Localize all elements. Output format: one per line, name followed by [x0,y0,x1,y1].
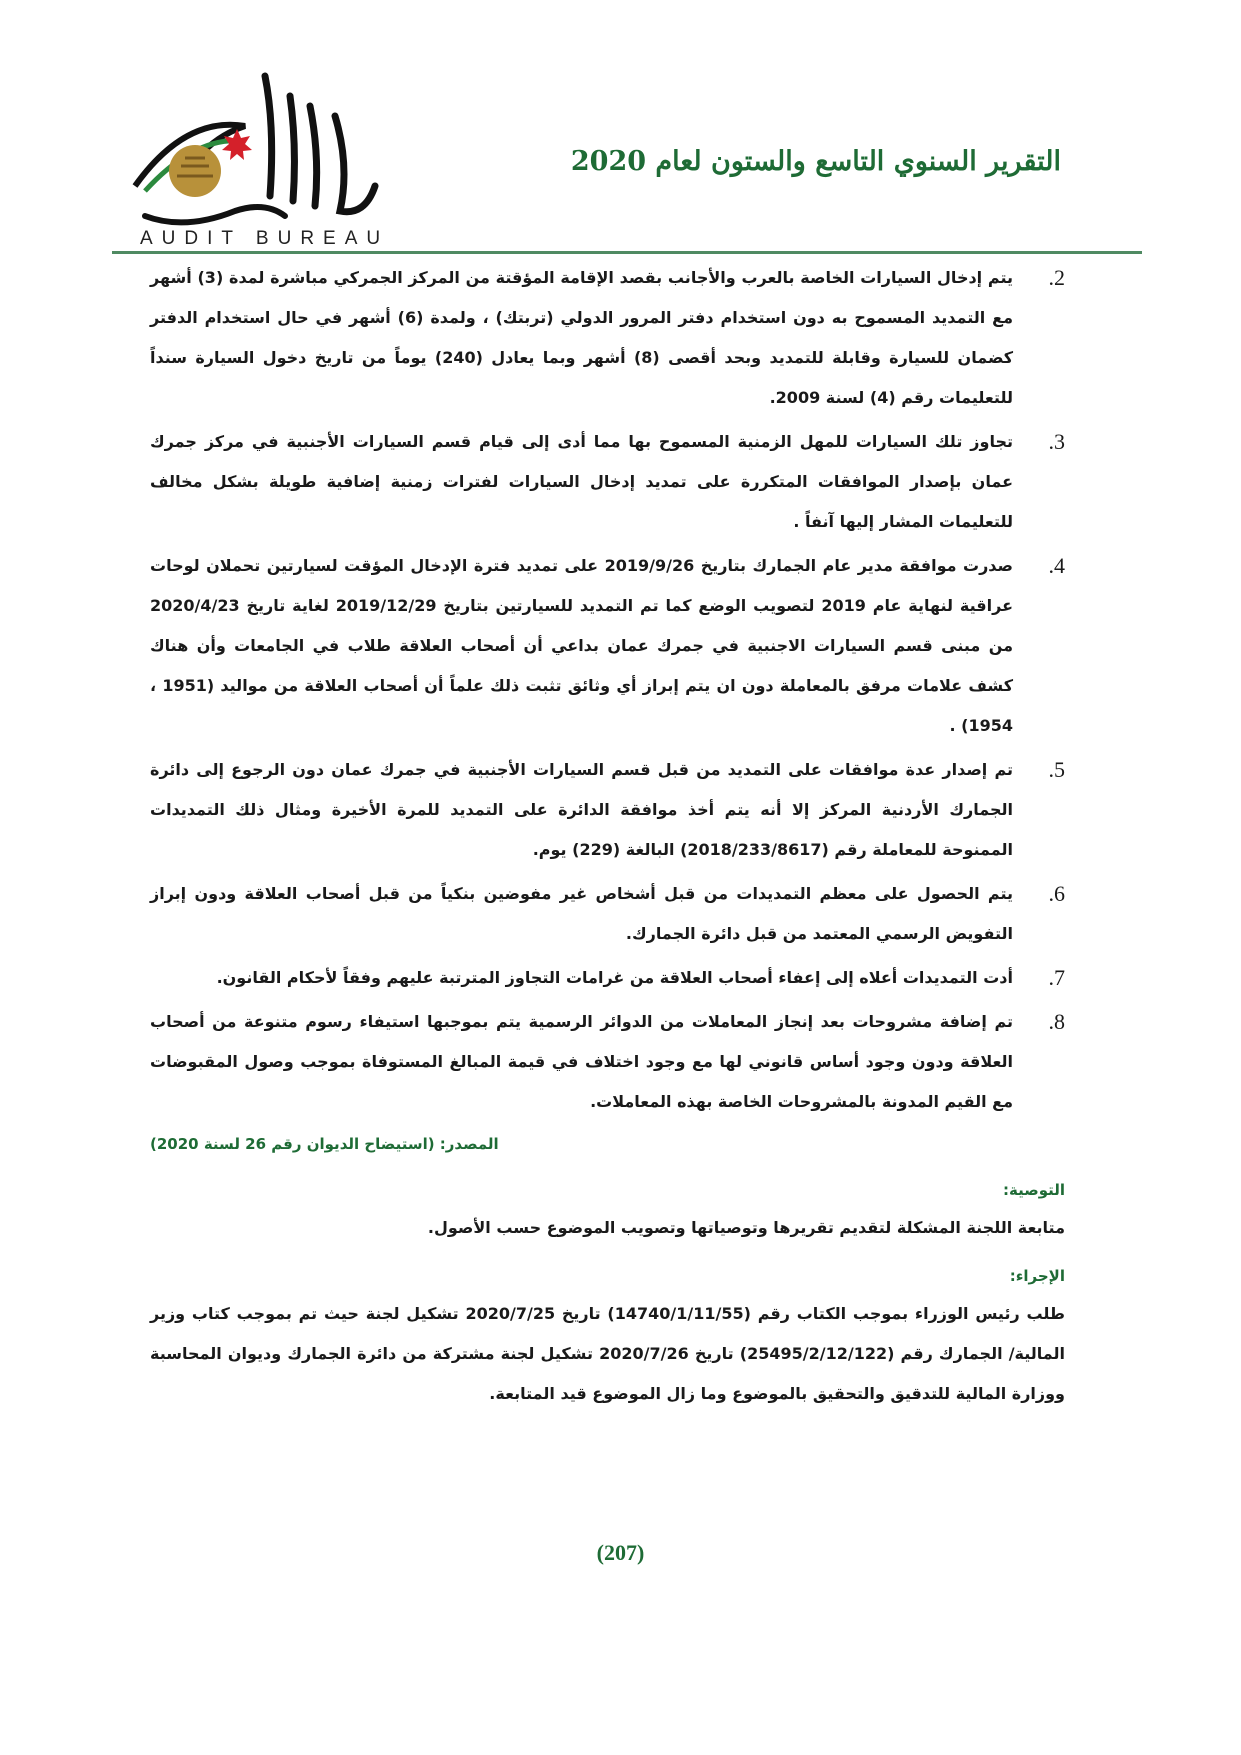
item-text: يتم الحصول على معظم التمديدات من قبل أشخاص غير مفوضين بنكياً من قبل أصحاب العلاقة ودون إبراز التفويض الرسمي المعتمد من قبل دائرة الجمارك. [150,884,1013,943]
item-text: يتم إدخال السيارات الخاصة بالعرب والأجانب بقصد الإقامة المؤقتة من المركز الجمركي مباشرة لمدة (3) أشهر مع التمديد المسموح به دون استخدام دفتر المرور الدولي (تربتك) ، ولمدة (6) أشهر في حال استخدام الدفتر كضمان للسيارة وقابلة للتمديد وبحد أقصى (8) أشهر وبما يعادل (240) يوماً من تاريخ دخول السيارة سنداً للتعليمات رقم (4) لسنة 2009. [150,268,1014,407]
item-number: .4 [1048,553,1065,578]
action-heading: الإجراء: [1009,1267,1065,1285]
report-title: التقرير السنوي التاسع والستون لعام 2020 [570,146,1061,177]
logo-english-text: AUDIT BUREAU [140,228,390,249]
item-text: أدت التمديدات أعلاه إلى إعفاء أصحاب العلاقة من غرامات التجاوز المترتبة عليهم وفقاً لأحكام القانون. [216,968,1013,987]
action-text: طلب رئيس الوزراء بموجب الكتاب رقم (14740/1/11/55) تاريخ 2020/7/25 تشكيل لجنة حيث تم بموجب كتاب وزير المالية/ الجمارك رقم (25495/2/12/122) تاريخ 2020/7/26 تشكيل لجنة مشتركة من دائرة الجمارك وديوان المحاسبة ووزارة المالية للتدقيق والتحقيق بالموضوع وما زال الموضوع قيد المتابعة. [150,1304,1066,1403]
item-number: .7 [1048,965,1065,990]
recommendation-text: متابعة اللجنة المشكلة لتقديم تقريرها وتوصياتها وتصويب الموضوع حسب الأصول. [427,1218,1065,1237]
list-item [150,422,1065,542]
item-text: تم إضافة مشروحات بعد إنجاز المعاملات من الدوائر الرسمية يتم بموجبها استيفاء رسوم متنوعة من أصحاب العلاقة ودون وجود أساس قانوني لها مع وجود اختلاف في قيمة المبالغ المستوفاة بموجب وصول المقبوضات مع القيم المدونة بالمشروحات الخاصة بهذه المعاملات. [150,1012,1013,1111]
recommendation-heading: التوصية: [1002,1181,1065,1199]
header-divider [112,251,1142,254]
list-item [150,258,1065,418]
source-note: المصدر: (استيضاح الديوان رقم 26 لسنة 2020) [150,1135,499,1153]
item-number: .6 [1048,881,1065,906]
item-number: .8 [1048,1009,1065,1034]
audit-bureau-logo [125,66,415,252]
item-number: .3 [1048,429,1065,454]
item-text: تجاوز تلك السيارات للمهل الزمنية المسموح بها مما أدى إلى قيام قسم السيارات الأجنبية في مركز جمرك عمان بإصدار الموافقات المتكررة على تمديد إدخال السيارات لفترات زمنية إضافية طويلة بشكل مخالف للتعليمات المشار إليها آنفاً . [150,432,1013,531]
list-item [150,874,1065,954]
list-item [150,750,1065,870]
list-item [150,1002,1065,1122]
item-number: .5 [1048,757,1065,782]
item-text: تم إصدار عدة موافقات على التمديد من قبل قسم السيارات الأجنبية في جمرك عمان دون الرجوع إلى دائرة الجمارك الأردنية المركز إلا أنه يتم أخذ موافقة الدائرة على التمديد للمرة الأخيرة ومثال ذلك التمديدات الممنوحة للمعاملة رقم (2018/233/8617) البالغة (229) يوم. [150,760,1013,859]
list-item [150,958,1065,998]
item-number: .2 [1048,265,1065,290]
document-body [150,258,1065,1414]
list-item [150,546,1065,746]
page-number: (207) [596,1540,645,1565]
item-text: صدرت موافقة مدير عام الجمارك بتاريخ 2019/9/26 على تمديد فترة الإدخال المؤقت لسيارتين تحملان لوحات عراقية لنهاية عام 2019 لتصويب الوضع كما تم التمديد للسيارتين بتاريخ 2019/12/29 لغاية تاريخ 2020/4/23 من مبنى قسم السيارات الاجنبية في جمرك عمان بداعي أن أصحاب العلاقة طلاب في الجامعات وأن هناك كشف علامات مرفق بالمعاملة دون ان يتم إبراز أي وثائق تثبت ذلك علماً أن أصحاب العلاقة من مواليد (1951 ، 1954) . [150,556,1014,735]
